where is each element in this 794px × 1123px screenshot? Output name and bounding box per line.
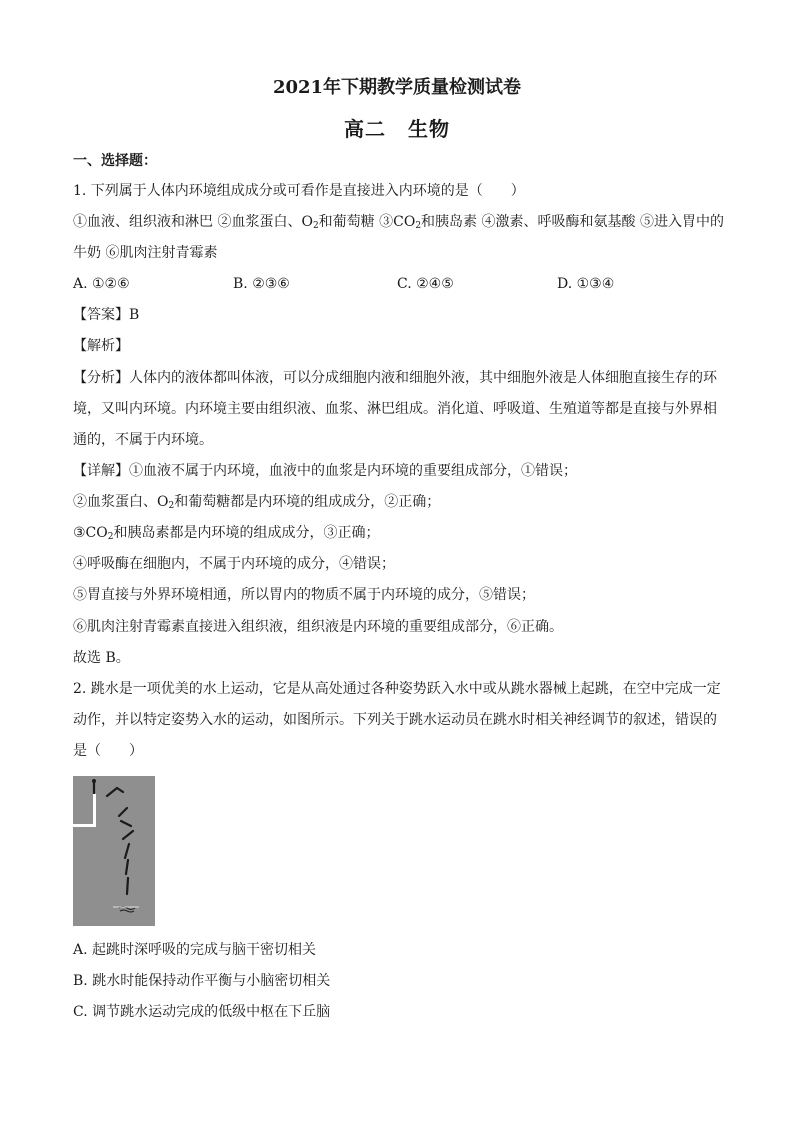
q1-fenxi-line3: 通的，不属于内环境。	[73, 432, 213, 448]
q1-option-c: C. ②④⑤	[397, 276, 454, 292]
q2-option-a: A. 起跳时深呼吸的完成与脑干密切相关	[73, 942, 317, 958]
q2-option-c: C. 调节跳水运动完成的低级中枢在下丘脑	[73, 1004, 331, 1020]
diving-sequence-figure	[73, 776, 155, 926]
q1-detail-1: 【详解】①血液不属于内环境，血液中的血浆是内环境的重要组成部分，①错误；	[73, 463, 577, 479]
q1-detail-2: ②血浆蛋白、$O_2$和葡萄糖都是内环境的组成成分，②正确；	[73, 494, 441, 511]
q1-fenxi-line1: 【分析】人体内的液体都叫体液，可以分成细胞内液和细胞外液，其中细胞外液是人体细胞直接生存的环	[73, 370, 717, 386]
q1-option-a: A. ①②⑥	[73, 276, 130, 292]
q1-detail-4: ④呼吸酶在细胞内，不属于内环境的成分，④错误；	[73, 556, 395, 572]
q1-answer: 【答案】B	[73, 307, 140, 323]
q2-stem-line3: 是（ ）	[73, 743, 143, 759]
subject-label: 生物	[408, 117, 450, 141]
q1-fenxi-line2: 境，又叫内环境。内环境主要由组织液、血浆、淋巴组成。消化道、呼吸道、生殖道等都是直接与外界相	[73, 401, 717, 417]
q1-option-b: B. ②③⑥	[233, 276, 290, 292]
q1-option-d: D. ①③④	[557, 276, 615, 292]
diving-illustration	[73, 776, 155, 926]
section-heading: 一、选择题：	[73, 153, 157, 169]
q2-stem-line1: 2. 跳水是一项优美的水上运动，它是从高处通过各种姿势跃入水中或从跳水器械上起跳，在空中完成一定	[73, 681, 721, 697]
grade-label: 高二	[344, 117, 386, 141]
q1-items-line1: ①血液、组织液和淋巴 ②血浆蛋白、$O_2$和葡萄糖 $③CO_2$和胰岛素 ④激素、呼吸酶和氨基酸 ⑤进入胃中的	[73, 214, 724, 231]
q1-conclusion: 故选 B。	[73, 650, 130, 666]
exam-title: 2021年下期教学质量检测试卷	[272, 77, 522, 98]
q2-stem-line2: 动作，并以特定姿势入水的运动，如图所示。下列关于跳水运动员在跳水时相关神经调节的叙述，错误的	[73, 712, 717, 728]
q2-option-b: B. 跳水时能保持动作平衡与小脑密切相关	[73, 973, 331, 989]
q1-stem: 1. 下列属于人体内环境组成成分或可看作是直接进入内环境的是（ ）	[73, 183, 525, 199]
q1-items-line2: 牛奶 ⑥肌肉注射青霉素	[73, 245, 218, 261]
q1-analysis-label: 【解析】	[73, 338, 129, 354]
q1-detail-5: ⑤胃直接与外界环境相通，所以胃内的物质不属于内环境的成分，⑤错误；	[73, 587, 535, 603]
q1-detail-3: $③CO_2$和胰岛素都是内环境的组成成分，③正确；	[73, 525, 380, 542]
exam-subtitle	[0, 113, 794, 142]
q1-detail-6: ⑥肌肉注射青霉素直接进入组织液，组织液是内环境的重要组成部分，⑥正确。	[73, 619, 563, 635]
